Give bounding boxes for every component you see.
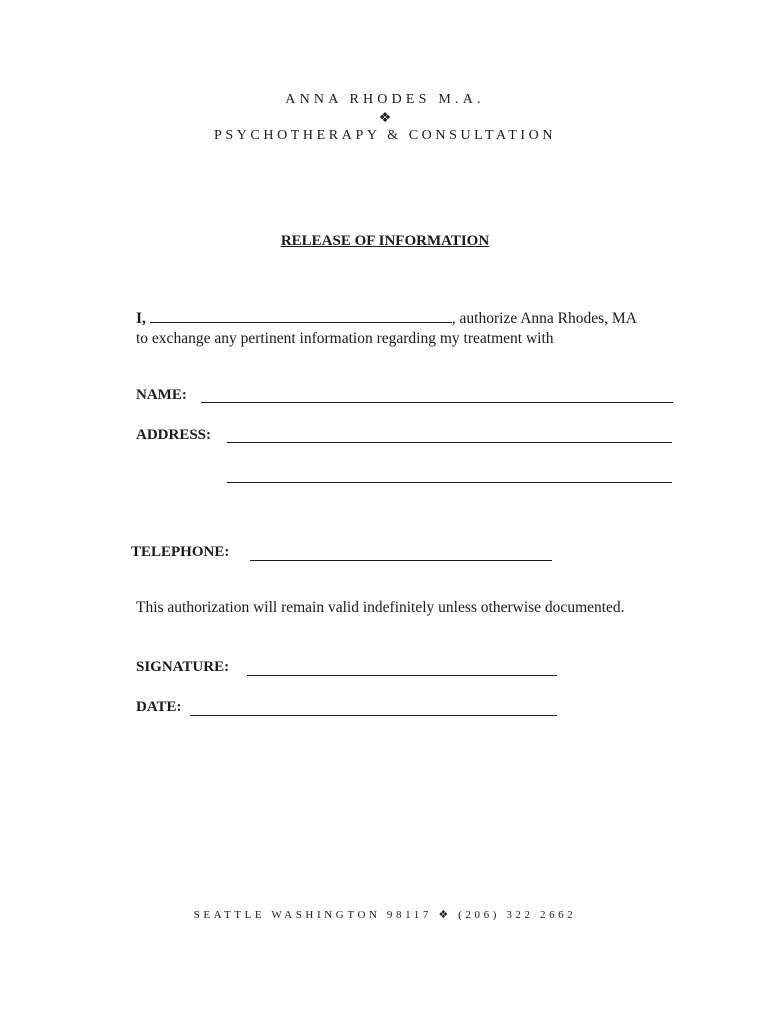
letterhead-subtitle: PSYCHOTHERAPY & CONSULTATION — [213, 128, 557, 143]
footer-address: SEATTLE WASHINGTON 98117 — [193, 909, 432, 921]
authorization-line-1 — [136, 310, 637, 328]
address-blank-line-1[interactable] — [227, 442, 672, 443]
footer-diamond-icon: ❖ — [438, 909, 452, 921]
client-name-blank[interactable] — [150, 310, 452, 323]
name-label: NAME: — [136, 387, 187, 403]
authorization-suffix: , authorize Anna Rhodes, MA — [451, 310, 637, 327]
signature-blank[interactable] — [247, 675, 557, 676]
document-title: RELEASE OF INFORMATION — [280, 233, 490, 249]
authorization-line-2: to exchange any pertinent information regarding my treatment with — [136, 330, 554, 347]
telephone-label: TELEPHONE: — [131, 544, 230, 560]
date-label: DATE: — [136, 699, 182, 715]
authorization-prefix: I, — [136, 310, 146, 327]
name-blank[interactable] — [201, 402, 673, 403]
date-blank[interactable] — [190, 715, 557, 716]
signature-label: SIGNATURE: — [136, 659, 230, 675]
letterhead-name: ANNA RHODES M.A. — [285, 92, 485, 107]
footer-phone: (206) 322 2662 — [458, 909, 577, 921]
footer — [0, 908, 770, 921]
validity-note: This authorization will remain valid indefinitely unless otherwise documented. — [136, 599, 625, 616]
address-label: ADDRESS: — [136, 427, 212, 443]
address-blank-line-2[interactable] — [227, 482, 672, 483]
diamond-ornament-icon: ❖ — [378, 111, 392, 126]
telephone-blank[interactable] — [250, 560, 552, 561]
